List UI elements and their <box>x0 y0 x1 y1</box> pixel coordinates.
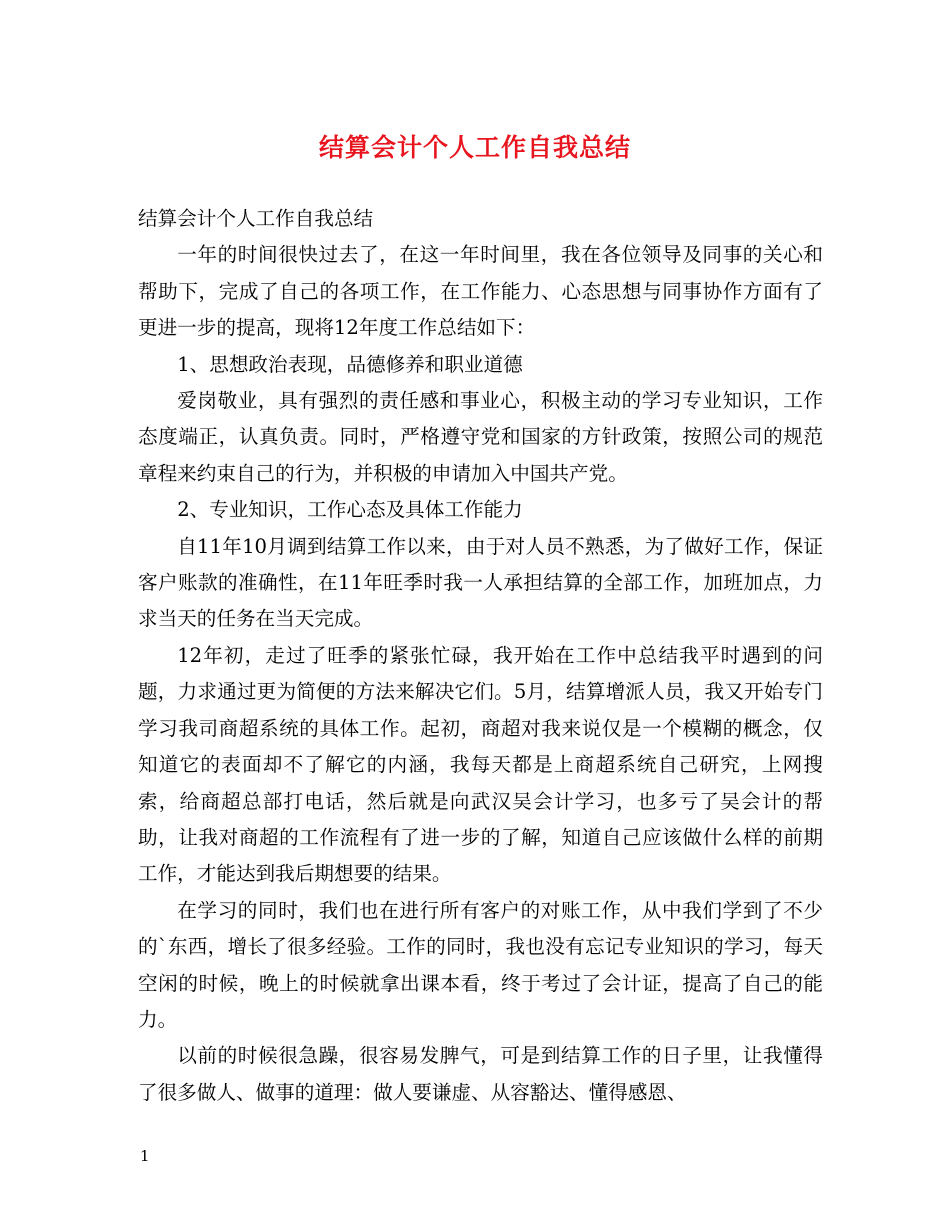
page-number: 1 <box>140 1147 150 1165</box>
paragraph-intro: 一年的时间很快过去了，在这一年时间里，我在各位领导及同事的关心和帮助下，完成了自己的各项工作，在工作能力、心态思想与同事协作方面有了更进一步的提高，现将12年度工作总结如下： <box>138 243 823 340</box>
paragraph-subtitle: 结算会计个人工作自我总结 <box>138 207 374 230</box>
paragraph-section-2d: 以前的时候很急躁，很容易发脾气，可是到结算工作的日子里，让我懂得了很多做人、做事的道理：做人要谦虚、从容豁达、懂得感恩、 <box>138 1044 823 1104</box>
document-title: 结算会计个人工作自我总结 <box>318 133 631 162</box>
paragraph-section-2a: 自11年10月调到结算工作以来，由于对人员不熟悉，为了做好工作，保证客户账款的准确性，在11年旺季时我一人承担结算的全部工作，加班加点，力求当天的任务在当天完成。 <box>138 534 823 631</box>
paragraph-section-2c: 在学习的同时，我们也在进行所有客户的对账工作，从中我们学到了不少的`东西，增长了很多经验。工作的同时，我也没有忘记专业知识的学习，每天空闲的时候，晚上的时候就拿出课本看，终于考过了会计证，提高了自己的能力。 <box>138 898 823 1031</box>
section-heading-1: 1、思想政治表现，品德修养和职业道德 <box>177 352 523 376</box>
document-body <box>138 201 823 1111</box>
paragraph-section-1: 爱岗敬业，具有强烈的责任感和事业心，积极主动的学习专业知识，工作态度端正，认真负责。同时，严格遵守党和国家的方针政策，按照公司的规范章程来约束自己的行为，并积极的申请加入中国共产党。 <box>138 389 823 485</box>
paragraph-section-2b: 12年初，走过了旺季的紧张忙碌，我开始在工作中总结我平时遇到的问题，力求通过更为简便的方法来解决它们。5月，结算增派人员，我又开始专门学习我司商超系统的具体工作。起初，商超对我来说仅是一个模糊的概念，仅知道它的表面却不了解它的内涵，我每天都是上商超系统自己研究，上网搜索，给商超总部打电话，然后就是向武汉吴会计学习，也多亏了吴会计的帮助，让我对商超的工作流程有了进一步的了解，知道自己应该做什么样的前期工作，才能达到我后期想要的结果。 <box>138 643 823 886</box>
section-heading-2: 2、专业知识，工作心态及具体工作能力 <box>177 498 523 522</box>
